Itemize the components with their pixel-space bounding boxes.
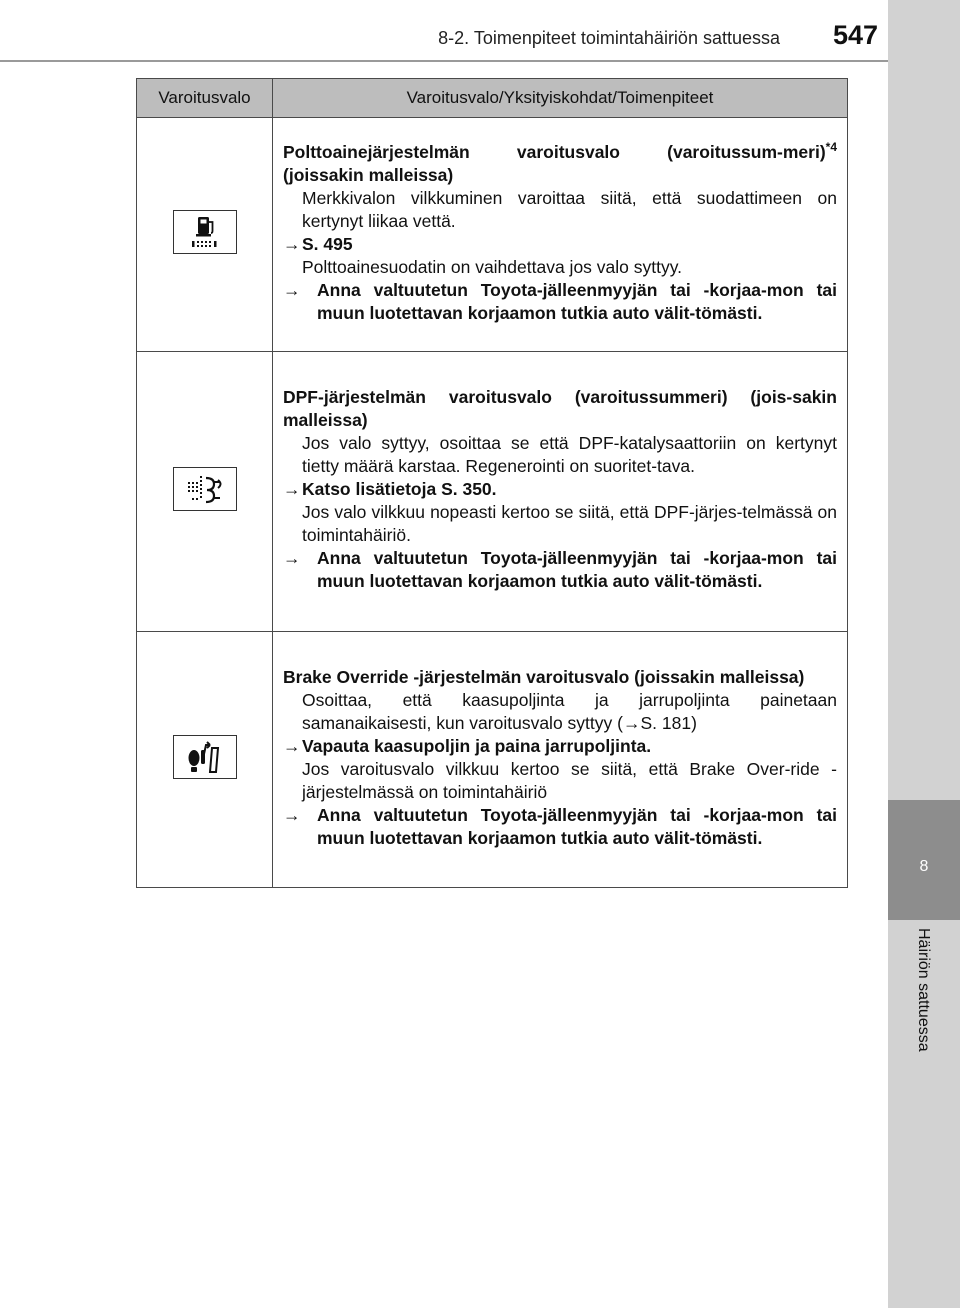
detail-cell — [273, 118, 848, 352]
action-line — [283, 233, 837, 256]
warning-title: DPF-järjestelmän varoitusvalo (varoitussummeri) (jois-sakin malleissa) — [283, 387, 837, 430]
arrow-icon: → — [283, 804, 301, 825]
warning-title — [283, 141, 837, 187]
action-text: Vapauta kaasupoljin ja paina jarrupoljinta. — [302, 735, 652, 756]
arrow-icon: → — [283, 479, 301, 499]
lamp-cell — [137, 632, 273, 888]
description-text: Jos valo vilkkuu nopeasti kertoo se siitä, että DPF-järjes-telmässä on toimintahäiriö. — [302, 502, 837, 545]
chapter-label: Häiriön sattuessa — [915, 928, 932, 1052]
page-number: 547 — [832, 20, 878, 50]
table-header-row — [137, 79, 848, 118]
description-text: Jos varoitusvalo vilkkuu kertoo se siitä, että Brake Over-ride -järjestelmässä on toimintahäiriö — [302, 758, 837, 802]
chapter-tab — [888, 800, 960, 920]
action-text: Anna valtuutetun Toyota-jälleenmyyjän tai -korjaa-mon tai muun luotettavan korjaamon tutkia auto välit-tömästi. — [317, 279, 837, 323]
footnote-marker: *4 — [825, 139, 837, 154]
description-text — [283, 689, 837, 735]
action-text: Anna valtuutetun Toyota-jälleenmyyjän tai -korjaa-mon tai muun luotettavan korjaamon tutkia auto välit-tömästi. — [317, 548, 837, 591]
arrow-icon: → — [283, 735, 301, 756]
lamp-cell — [137, 352, 273, 632]
detail-cell — [273, 352, 848, 632]
chapter-sidebar — [888, 0, 960, 1308]
description-text: Jos valo syttyy, osoittaa se että DPF-katalysaattoriin on kertynyt tietty määrä karstaa. Regenerointi on suoritet-tava. — [302, 433, 837, 476]
page-reference-link[interactable]: S. 495 — [302, 233, 353, 254]
page-header — [0, 0, 888, 62]
action-line — [283, 735, 837, 758]
chapter-number: 8 — [919, 858, 929, 875]
warning-light-table — [136, 78, 848, 888]
action-line — [283, 279, 837, 325]
page-reference-link[interactable]: S. 181) — [640, 712, 697, 733]
col-header-detail: Varoitusvalo/Yksityiskohdat/Toimenpiteet — [273, 79, 848, 118]
action-line — [283, 547, 837, 593]
fuel-filter-water-icon — [173, 210, 237, 254]
arrow-icon: → — [622, 712, 641, 733]
title-suffix: (joissakin malleissa) — [283, 164, 454, 185]
dpf-warning-icon — [173, 467, 237, 511]
description-text: Merkkivalon vilkkuminen varoittaa siitä, että suodattimeen on kertynyt liikaa vettä. — [302, 187, 837, 231]
title-text: Polttoainejärjestelmän varoitusvalo (varoitussum-meri) — [283, 141, 826, 162]
table-row — [137, 352, 848, 632]
arrow-icon: → — [283, 233, 301, 254]
header-rule — [0, 60, 888, 62]
description-part: Osoittaa, että kaasupoljinta ja jarrupoljinta painetaan samanaikaisesti, kun varoitusvalo syttyy ( — [302, 689, 837, 733]
brake-override-icon — [173, 735, 237, 779]
col-header-lamp: Varoitusvalo — [137, 79, 273, 118]
arrow-icon: → — [283, 548, 301, 568]
action-line — [283, 478, 837, 501]
detail-cell — [273, 632, 848, 888]
table-row — [137, 632, 848, 888]
section-title: 8-2. Toimenpiteet toimintahäiriön sattuessa — [438, 28, 780, 48]
action-line — [283, 804, 837, 850]
lamp-cell — [137, 118, 273, 352]
action-text: Anna valtuutetun Toyota-jälleenmyyjän tai -korjaa-mon tai muun luotettavan korjaamon tutkia auto välit-tömästi. — [317, 804, 837, 848]
description-text: Polttoainesuodatin on vaihdettava jos valo syttyy. — [302, 256, 683, 277]
arrow-icon: → — [283, 279, 301, 300]
table-row — [137, 118, 848, 352]
page-reference-link[interactable]: Katso lisätietoja S. 350. — [302, 479, 497, 499]
warning-title: Brake Override -järjestelmän varoitusvalo (joissakin malleissa) — [283, 666, 805, 687]
